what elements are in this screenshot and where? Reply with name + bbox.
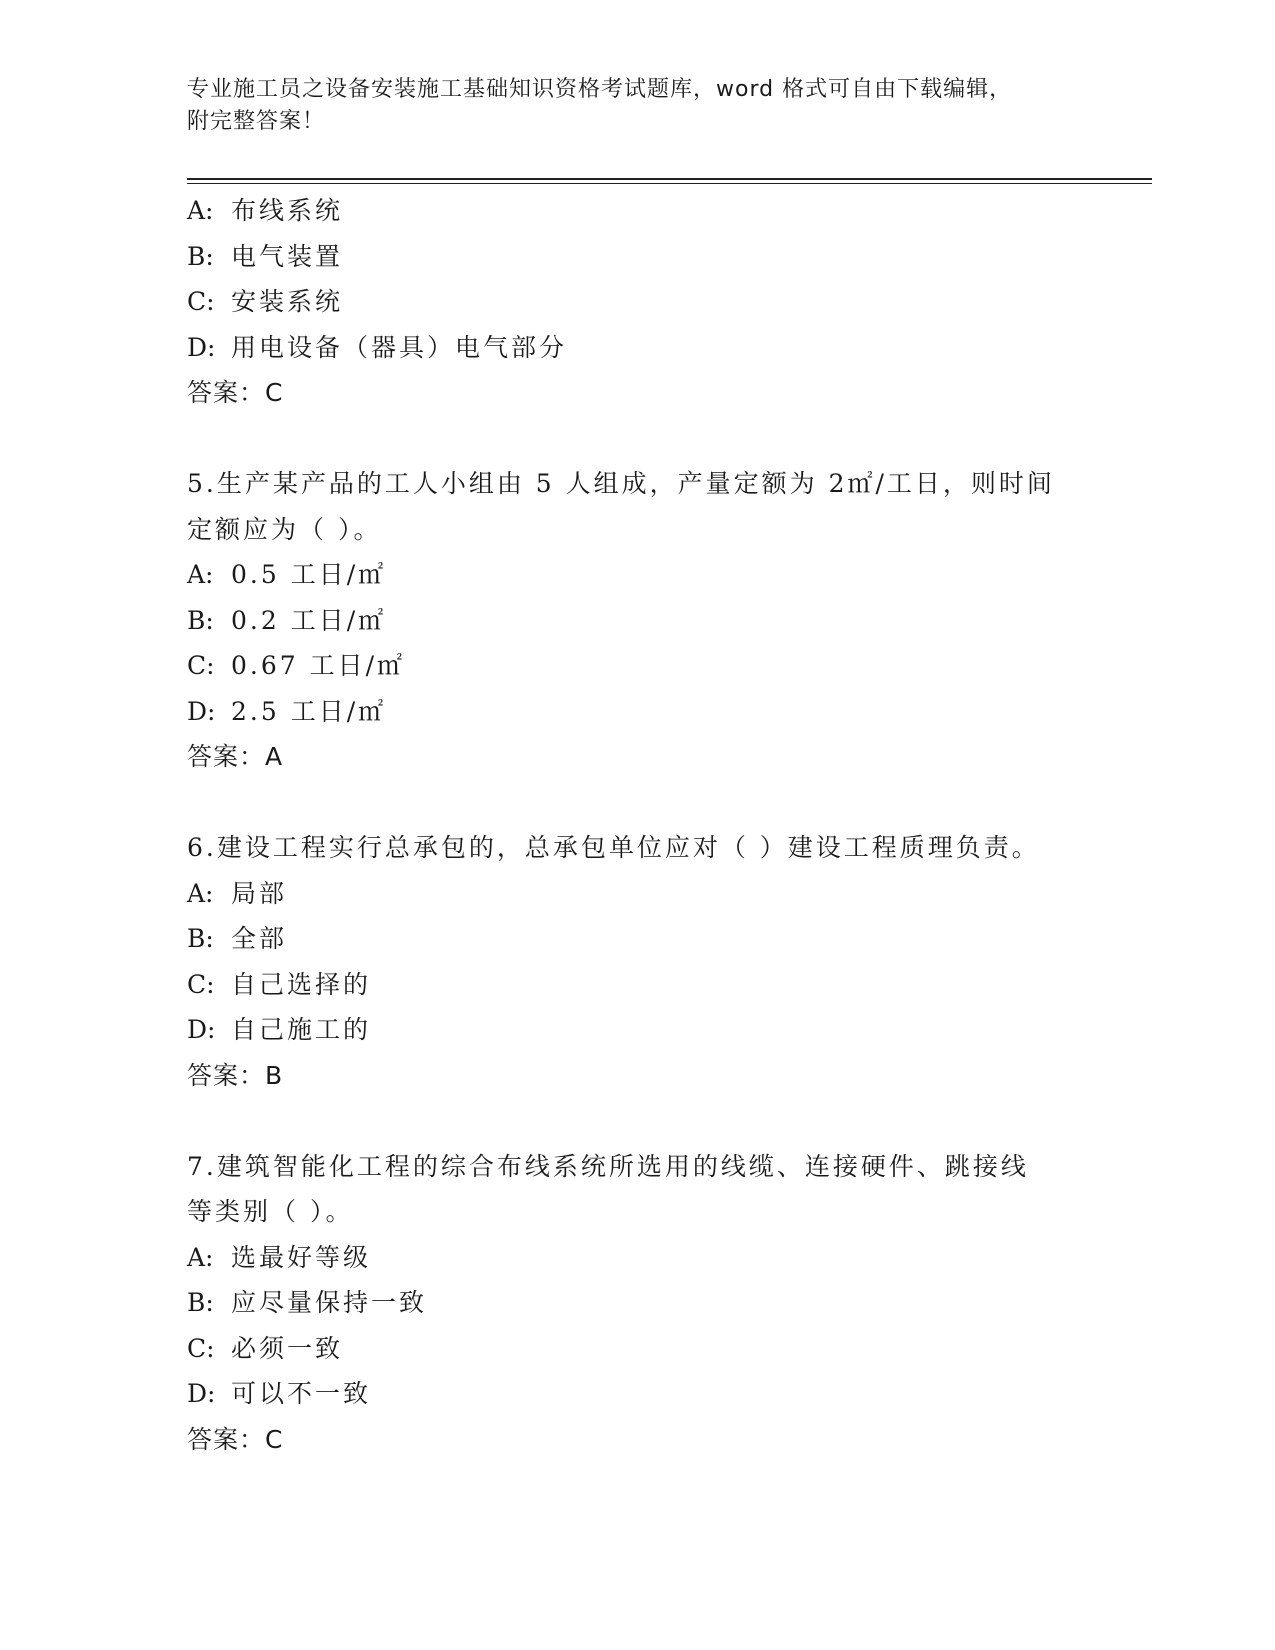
- option-d: D: 2.5 工日/㎡: [187, 696, 387, 726]
- question-4: [187, 188, 1087, 416]
- option-b: B: 0.2 工日/㎡: [187, 605, 387, 635]
- option-d: D: 自己施工的: [187, 1015, 372, 1044]
- option-c: C: 必须一致: [187, 1333, 344, 1363]
- question-7: [187, 1144, 1087, 1463]
- question-stem-continued: 定额应为（ ）。: [187, 514, 382, 544]
- option-c: C: 0.67 工日/㎡: [187, 651, 406, 680]
- spacer: [187, 1098, 1087, 1144]
- option-c: C: 自己选择的: [187, 969, 372, 999]
- option-a: A: 选最好等级: [187, 1242, 372, 1272]
- header-rule-thin: [187, 183, 1152, 184]
- question-6: [187, 825, 1087, 1098]
- option-d: D: 用电设备（器具）电气部分: [187, 332, 568, 362]
- question-5: [187, 461, 1087, 780]
- option-b: B: 应尽量保持一致: [187, 1288, 428, 1317]
- answer: 答案：C: [187, 1424, 284, 1454]
- spacer: [187, 416, 1087, 462]
- question-list: [187, 188, 1087, 1462]
- option-a: A: 布线系统: [187, 196, 344, 225]
- spacer: [187, 780, 1087, 826]
- option-b: B: 电气装置: [187, 241, 344, 271]
- answer: 答案：A: [187, 742, 284, 771]
- option-b: B: 全部: [187, 924, 288, 953]
- question-stem: 5.生产某产品的工人小组由 5 人组成，产量定额为 2㎡/工日，则时间: [187, 469, 1055, 498]
- option-d: D: 可以不一致: [187, 1379, 372, 1408]
- question-stem: 7.建筑智能化工程的综合布线系统所选用的线缆、连接硬件、跳接线: [187, 1151, 1029, 1181]
- answer: 答案：C: [187, 378, 284, 407]
- document-header: [187, 74, 1067, 138]
- option-a: A: 局部: [187, 878, 288, 908]
- option-a: A: 0.5 工日/㎡: [187, 560, 387, 589]
- answer: 答案：B: [187, 1060, 284, 1090]
- question-stem: 6.建设工程实行总承包的，总承包单位应对（ ）建设工程质理负责。: [187, 833, 1040, 862]
- question-stem-continued: 等类别（ ）。: [187, 1197, 354, 1226]
- header-line-2: 附完整答案！: [187, 109, 326, 134]
- header-rule-thick: [187, 178, 1152, 180]
- option-c: C: 安装系统: [187, 287, 344, 316]
- header-line-1: 专业施工员之设备安装施工基础知识资格考试题库，word 格式可自由下载编辑，: [187, 77, 1013, 102]
